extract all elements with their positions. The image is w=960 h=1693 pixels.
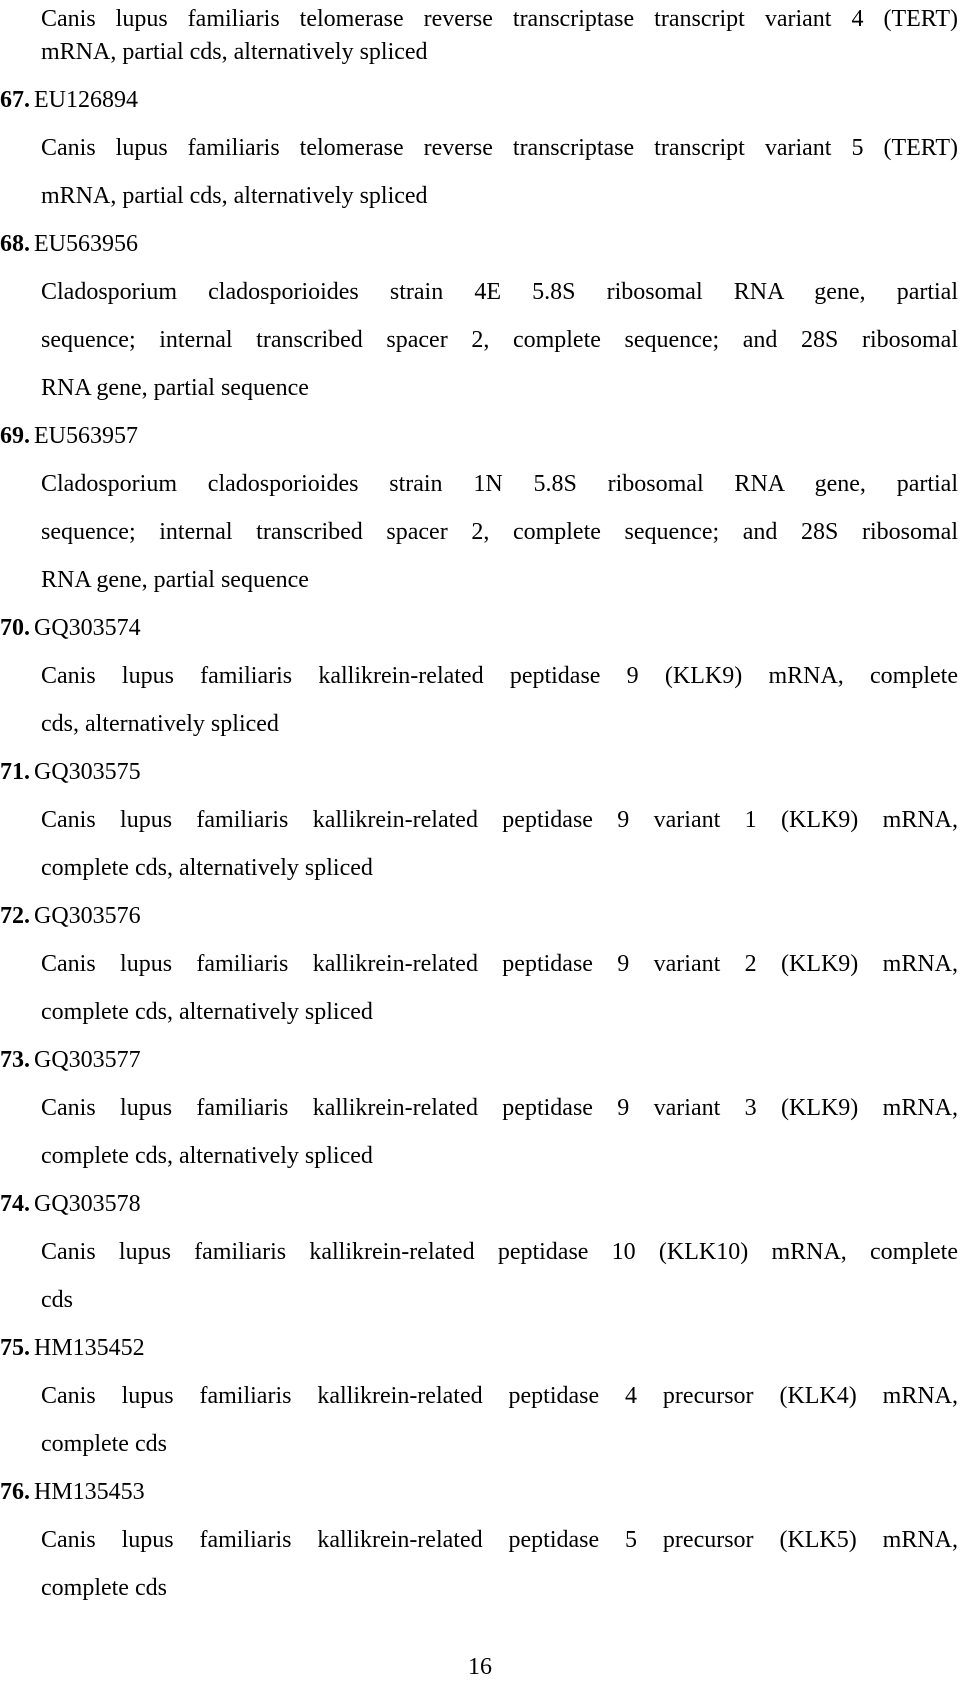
entry-description-line: Canis lupus familiaris kallikrein-related peptidase 4 precursor (KLK4) mRNA,: [41, 1383, 958, 1409]
page-number: 16: [468, 1654, 492, 1680]
entry-heading: [0, 76, 958, 124]
entry-heading: [0, 220, 958, 268]
accession-number: EU563956: [34, 231, 138, 257]
entry-description-line: Cladosporium cladosporioides strain 1N 5.8S ribosomal RNA gene, partial: [41, 471, 958, 497]
entry-description-line: complete cds: [41, 1575, 167, 1601]
entry-description-line: RNA gene, partial sequence: [41, 375, 309, 401]
entry-description-line: mRNA, partial cds, alternatively spliced: [41, 183, 428, 209]
entry-description-line: Canis lupus familiaris kallikrein-related peptidase 9 (KLK9) mRNA, complete: [41, 663, 958, 689]
entry-heading: [0, 748, 958, 796]
entry-description-line: complete cds, alternatively spliced: [41, 999, 373, 1025]
accession-number: GQ303577: [34, 1047, 141, 1073]
entry-description-line: Canis lupus familiaris telomerase reverse transcriptase transcript variant 5 (TERT): [41, 135, 958, 161]
entry-heading: [0, 1324, 958, 1372]
entry-description-line: Canis lupus familiaris kallikrein-related peptidase 9 variant 1 (KLK9) mRNA,: [41, 807, 958, 833]
entry-heading: [0, 892, 958, 940]
lead-in-line-2: mRNA, partial cds, alternatively spliced: [41, 39, 428, 65]
entry-description-line: Canis lupus familiaris kallikrein-related peptidase 9 variant 2 (KLK9) mRNA,: [41, 951, 958, 977]
entry-description-line: Canis lupus familiaris kallikrein-related peptidase 10 (KLK10) mRNA, complete: [41, 1239, 958, 1265]
entry-number: 68.: [0, 231, 30, 257]
entry-heading: [0, 604, 958, 652]
entry-description-line: sequence; internal transcribed spacer 2, complete sequence; and 28S ribosomal: [41, 327, 958, 353]
entry-description-line: sequence; internal transcribed spacer 2, complete sequence; and 28S ribosomal: [41, 519, 958, 545]
entry-number: 72.: [0, 903, 30, 929]
entry-number: 69.: [0, 423, 30, 449]
lead-in-line-1: Canis lupus familiaris telomerase reverse transcriptase transcript variant 4 (TERT): [41, 6, 958, 32]
accession-number: GQ303576: [34, 903, 141, 929]
entry-heading: [0, 1180, 958, 1228]
entry-description-line: Canis lupus familiaris kallikrein-related peptidase 5 precursor (KLK5) mRNA,: [41, 1527, 958, 1553]
accession-number: GQ303578: [34, 1191, 141, 1217]
entry-description-line: complete cds, alternatively spliced: [41, 855, 373, 881]
entry-heading: [0, 1468, 958, 1516]
entry-number: 70.: [0, 615, 30, 641]
entry-number: 71.: [0, 759, 30, 785]
entry-number: 73.: [0, 1047, 30, 1073]
accession-number: GQ303574: [34, 615, 141, 641]
entry-description-line: cds, alternatively spliced: [41, 711, 279, 737]
entry-description-line: Canis lupus familiaris kallikrein-related peptidase 9 variant 3 (KLK9) mRNA,: [41, 1095, 958, 1121]
entry-description-line: complete cds: [41, 1431, 167, 1457]
entry-number: 74.: [0, 1191, 30, 1217]
entry-heading: [0, 1036, 958, 1084]
entry-heading: [0, 412, 958, 460]
entry-description-line: complete cds, alternatively spliced: [41, 1143, 373, 1169]
accession-number: HM135452: [34, 1335, 145, 1361]
accession-number: EU563957: [34, 423, 138, 449]
entry-number: 67.: [0, 87, 30, 113]
entry-number: 75.: [0, 1335, 30, 1361]
accession-number: GQ303575: [34, 759, 141, 785]
entry-description-line: cds: [41, 1287, 73, 1313]
accession-number: EU126894: [34, 87, 138, 113]
entry-description-line: RNA gene, partial sequence: [41, 567, 309, 593]
entry-number: 76.: [0, 1479, 30, 1505]
accession-number: HM135453: [34, 1479, 145, 1505]
entry-description-line: Cladosporium cladosporioides strain 4E 5.8S ribosomal RNA gene, partial: [41, 279, 958, 305]
